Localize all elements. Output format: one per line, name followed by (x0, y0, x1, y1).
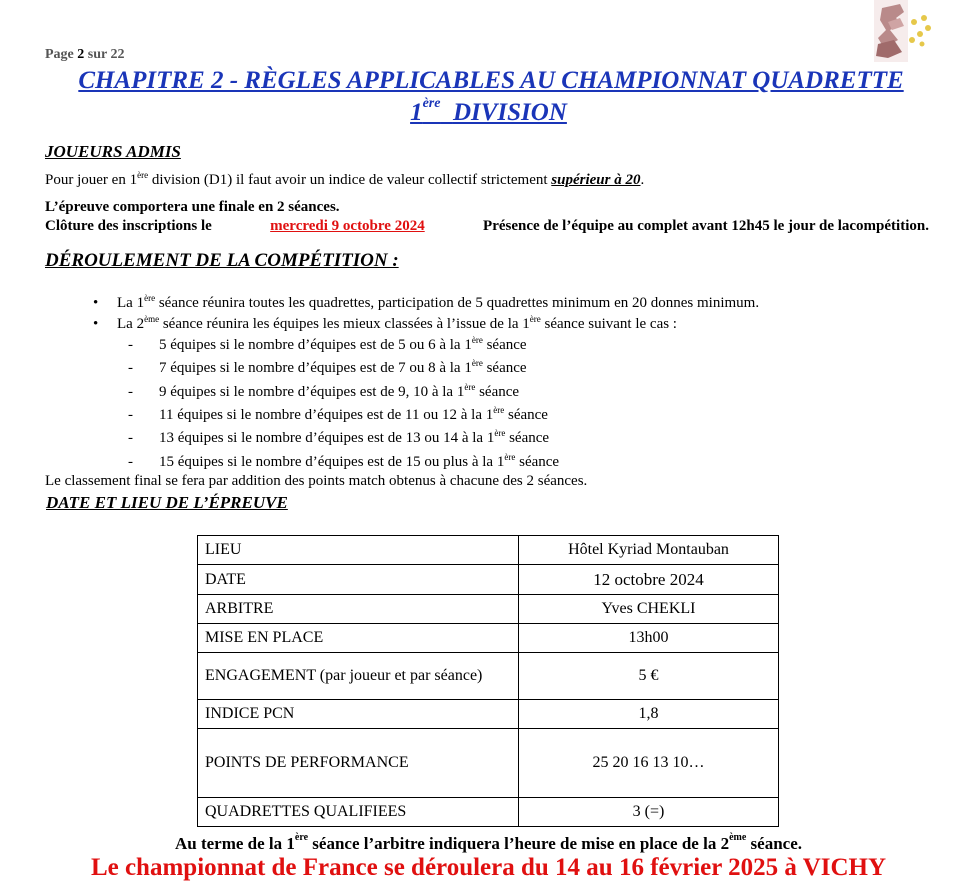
finale-paragraph: L’épreuve comportera une finale en 2 séances. (45, 199, 340, 215)
row-value: Yves CHEKLI (519, 595, 779, 624)
case-text: 9 équipes si le nombre d’équipes est de 9, 10 à la 1 (159, 384, 465, 400)
table-row (198, 798, 779, 827)
bullet-sup-2: ère (529, 314, 541, 324)
note-sup-2: ème (729, 832, 747, 843)
case-end: séance (505, 430, 550, 446)
page-sep: sur (87, 47, 107, 62)
division-sup: ère (422, 96, 441, 111)
admission-threshold: supérieur à 20 (551, 172, 641, 188)
case-end: séance (504, 407, 548, 423)
row-key: POINTS DE PERFORMANCE (198, 729, 519, 798)
case-sup: ère (494, 428, 506, 438)
row-key: QUADRETTES QUALIFIEES (198, 798, 519, 827)
bullet-text-a: La 1 (117, 295, 145, 311)
row-value: 3 (=) (519, 798, 779, 827)
division-number: 1 (410, 99, 423, 126)
page-current: 2 (77, 47, 85, 62)
championnat-france-notice: Le championnat de France se déroulera du 14 au 16 février 2025 à VICHY (90, 854, 887, 881)
case-text: 11 équipes si le nombre d’équipes est de 11 ou 12 à la 1 (159, 407, 494, 423)
note-sup-1: ère (294, 832, 309, 843)
row-value: 5 € (519, 653, 779, 700)
page-label: Page (45, 47, 74, 62)
case-end: séance (482, 360, 527, 376)
bullet-text-c: séance suivant le cas : (540, 316, 677, 332)
note-text-c: séance. (746, 834, 803, 853)
note-text-b: séance l’arbitre indiquera l’heure de mise en place de la 2 (308, 834, 730, 853)
case-item (128, 382, 520, 401)
row-key: ARBITRE (198, 595, 519, 624)
bullet-sup: ème (144, 314, 160, 324)
dash-icon: - (128, 407, 133, 423)
admission-paragraph (45, 172, 644, 189)
table-row (198, 700, 779, 729)
event-info-table (197, 535, 779, 827)
case-text: 15 équipes si le nombre d’équipes est de 15 ou plus à la 1 (159, 454, 505, 470)
bullet-text-b: séance réunira toutes les quadrettes, participation de 5 quadrettes minimum en 20 donnes minimum. (155, 295, 760, 311)
bullet-icon: • (93, 316, 99, 332)
table-row (198, 536, 779, 565)
admission-sup: ère (137, 170, 149, 180)
bullet-item (93, 293, 760, 312)
table-row (198, 595, 779, 624)
row-value: 13h00 (519, 624, 779, 653)
row-value: Hôtel Kyriad Montauban (519, 536, 779, 565)
row-key: MISE EN PLACE (198, 624, 519, 653)
row-key: DATE (198, 565, 519, 595)
cloture-rest: Présence de l’équipe au complet avant 12h45 le jour de lacompétition. (483, 218, 929, 234)
case-text: 7 équipes si le nombre d’équipes est de 7 ou 8 à la 1 (159, 360, 472, 376)
bullet-icon: • (93, 295, 99, 311)
page-total: 22 (110, 47, 125, 62)
admission-text-c: . (640, 172, 645, 188)
cloture-label: Clôture des inscriptions le (45, 218, 212, 234)
dash-icon: - (128, 360, 133, 376)
row-value: 25 20 16 13 10… (519, 729, 779, 798)
table-row (198, 653, 779, 700)
case-text: 5 équipes si le nombre d’équipes est de 5 ou 6 à la 1 (159, 337, 472, 353)
case-sup: ère (504, 452, 516, 462)
case-item (128, 405, 548, 424)
bullet-text-b: séance réunira les équipes les mieux classées à l’issue de la 1 (159, 316, 530, 332)
case-item (128, 358, 527, 377)
section-deroulement: DÉROULEMENT DE LA COMPÉTITION : (45, 250, 399, 271)
row-key: INDICE PCN (198, 700, 519, 729)
case-item (128, 452, 560, 471)
case-item (128, 335, 527, 354)
table-row (198, 565, 779, 595)
section-joueurs-admis: JOUEURS ADMIS (45, 142, 181, 161)
case-text: 13 équipes si le nombre d’équipes est de 13 ou 14 à la 1 (159, 430, 495, 446)
admission-text-b: division (D1) il faut avoir un indice de valeur collectif strictement (148, 172, 552, 188)
table-row (198, 624, 779, 653)
case-end: séance (482, 337, 527, 353)
bullet-sup: ère (144, 293, 156, 303)
dash-icon: - (128, 454, 133, 470)
row-key: ENGAGEMENT (par joueur et par séance) (198, 653, 519, 700)
chapter-title: CHAPITRE 2 - RÈGLES APPLICABLES AU CHAMPIONNAT QUADRETTE (78, 67, 904, 94)
bullet-text-a: La 2 (117, 316, 145, 332)
dash-icon: - (128, 430, 133, 446)
case-item (128, 428, 550, 447)
row-value: 12 octobre 2024 (519, 565, 779, 595)
division-text: DIVISION (452, 99, 567, 126)
cloture-paragraph (45, 218, 929, 235)
arbitre-note (0, 834, 977, 854)
admission-text-a: Pour jouer en 1 (45, 172, 138, 188)
case-sup: ère (493, 405, 505, 415)
case-sup: ère (464, 382, 476, 392)
table-row (198, 729, 779, 798)
dash-icon: - (128, 337, 133, 353)
row-value: 1,8 (519, 700, 779, 729)
classement-paragraph: Le classement final se fera par addition des points match obtenus à chacune des 2 séances. (45, 473, 588, 489)
dash-icon: - (128, 384, 133, 400)
case-end: séance (475, 384, 520, 400)
cloture-date: mercredi 9 octobre 2024 (270, 218, 425, 234)
case-end: séance (515, 454, 560, 470)
case-sup: ère (471, 358, 483, 368)
bullet-item (93, 314, 677, 333)
note-text-a: Au terme de la 1 (174, 834, 295, 853)
federation-logo-icon (874, 0, 934, 62)
division-title (0, 96, 977, 127)
case-sup: ère (471, 335, 483, 345)
section-date-lieu: DATE ET LIEU DE L’ÉPREUVE (46, 493, 288, 512)
page-number (45, 47, 124, 63)
row-key: LIEU (198, 536, 519, 565)
